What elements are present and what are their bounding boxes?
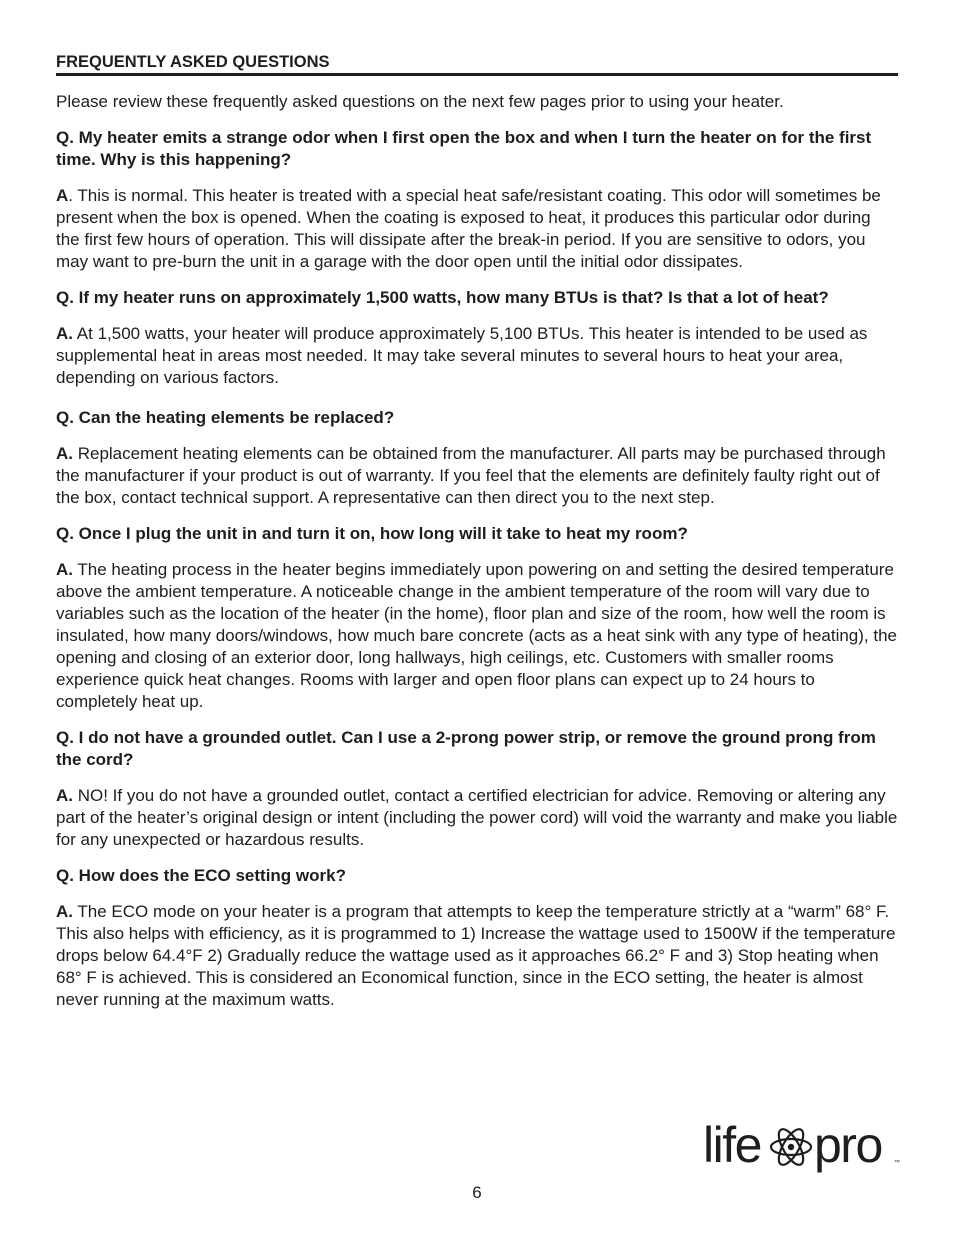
- answer-text: . This is normal. This heater is treated with a special heat safe/resistant coating. This odor will sometimes be present when the box is opened. When the coating is exposed to heat, it produces this particular odor during the first few hours of operation. This will dissipate after the break-in period. If you are sensitive to odors, you may want to pre-burn the unit in a garage with the door open until the initial odor dissipates.: [56, 186, 881, 271]
- intro-text: Please review these frequently asked questions on the next few pages prior to using your heater.: [56, 92, 784, 111]
- faq-question-4: Q. Once I plug the unit in and turn it on, how long will it take to heat my room?: [56, 524, 688, 543]
- answer-lead: A.: [56, 786, 73, 805]
- answer-text: NO! If you do not have a grounded outlet, contact a certified electrician for advice. Removing or altering any part of the heater’s original design or intent (including the power cord) will void the warranty and make you liable for any unexpected or hazardous results.: [56, 786, 898, 849]
- answer-text: The heating process in the heater begins immediately upon powering on and setting the desired temperature above the ambient temperature. A noticeable change in the ambient temperature of the room will vary due to variables such as the location of the heater (in the home), floor plan and size of the room, how well the room is insulated, how many doors/windows, how much bare concrete (acts as a heat sink with any type of heating), the opening and closing of an exterior door, long hallways, high ceilings, etc. Customers with smaller rooms experience quick heat changes. Rooms with larger and open floor plans can expect up to 24 hours to completely heat up.: [56, 560, 898, 711]
- answer-lead: A.: [56, 444, 73, 463]
- logo-text-life: life: [703, 1117, 761, 1173]
- faq-answer-6: [56, 901, 898, 1011]
- answer-lead: A.: [56, 560, 73, 579]
- faq-question-6: Q. How does the ECO setting work?: [56, 866, 346, 885]
- faq-answer-3: [56, 443, 898, 509]
- answer-lead: A: [56, 186, 69, 205]
- faq-question-2: Q. If my heater runs on approximately 1,500 watts, how many BTUs is that? Is that a lot of heat?: [56, 288, 829, 307]
- answer-text: The ECO mode on your heater is a program that attempts to keep the temperature strictly at a “warm” 68° F. This also helps with efficiency, as it is programmed to 1) Increase the wattage used to 1500W if the temperature drops below 64.4°F 2) Gradually reduce the wattage used as it approaches 66.2° F and 3) Stop heating when 68° F is achieved. This is considered an Economical function, since in the ECO setting, the heater is almost never running at the maximum watts.: [56, 902, 896, 1009]
- faq-answer-2: [56, 323, 898, 389]
- answer-lead: A.: [56, 902, 73, 921]
- faq-answer-4: [56, 559, 898, 713]
- answer-lead: A.: [56, 324, 73, 343]
- trademark-mark: ™: [894, 1160, 900, 1166]
- page-number: 6: [472, 1183, 482, 1202]
- atom-icon: [771, 1126, 811, 1169]
- faq-answer-5: [56, 785, 898, 851]
- faq-answer-1: [56, 185, 898, 273]
- logo-text-pro: pro: [814, 1117, 882, 1173]
- faq-question-5: Q. I do not have a grounded outlet. Can I use a 2-prong power strip, or remove the ground prong from the cord?: [56, 728, 876, 769]
- faq-question-1: Q. My heater emits a strange odor when I first open the box and when I turn the heater on for the first time. Why is this happening?: [56, 128, 872, 169]
- faq-page: [56, 52, 898, 1011]
- answer-text: Replacement heating elements can be obtained from the manufacturer. All parts may be purchased through the manufacturer if your product is out of warranty. If you feel that the elements are definitely faulty right out of the box, contact technical support. A representative can then direct you to the next step.: [56, 444, 886, 507]
- lifepro-logo: [703, 1116, 903, 1178]
- section-heading: FREQUENTLY ASKED QUESTIONS: [56, 52, 898, 76]
- answer-text: At 1,500 watts, your heater will produce approximately 5,100 BTUs. This heater is intended to be used as supplemental heat in areas most needed. It may take several minutes to several hours to heat your area, depending on various factors.: [56, 324, 868, 387]
- faq-question-3: Q. Can the heating elements be replaced?: [56, 408, 395, 427]
